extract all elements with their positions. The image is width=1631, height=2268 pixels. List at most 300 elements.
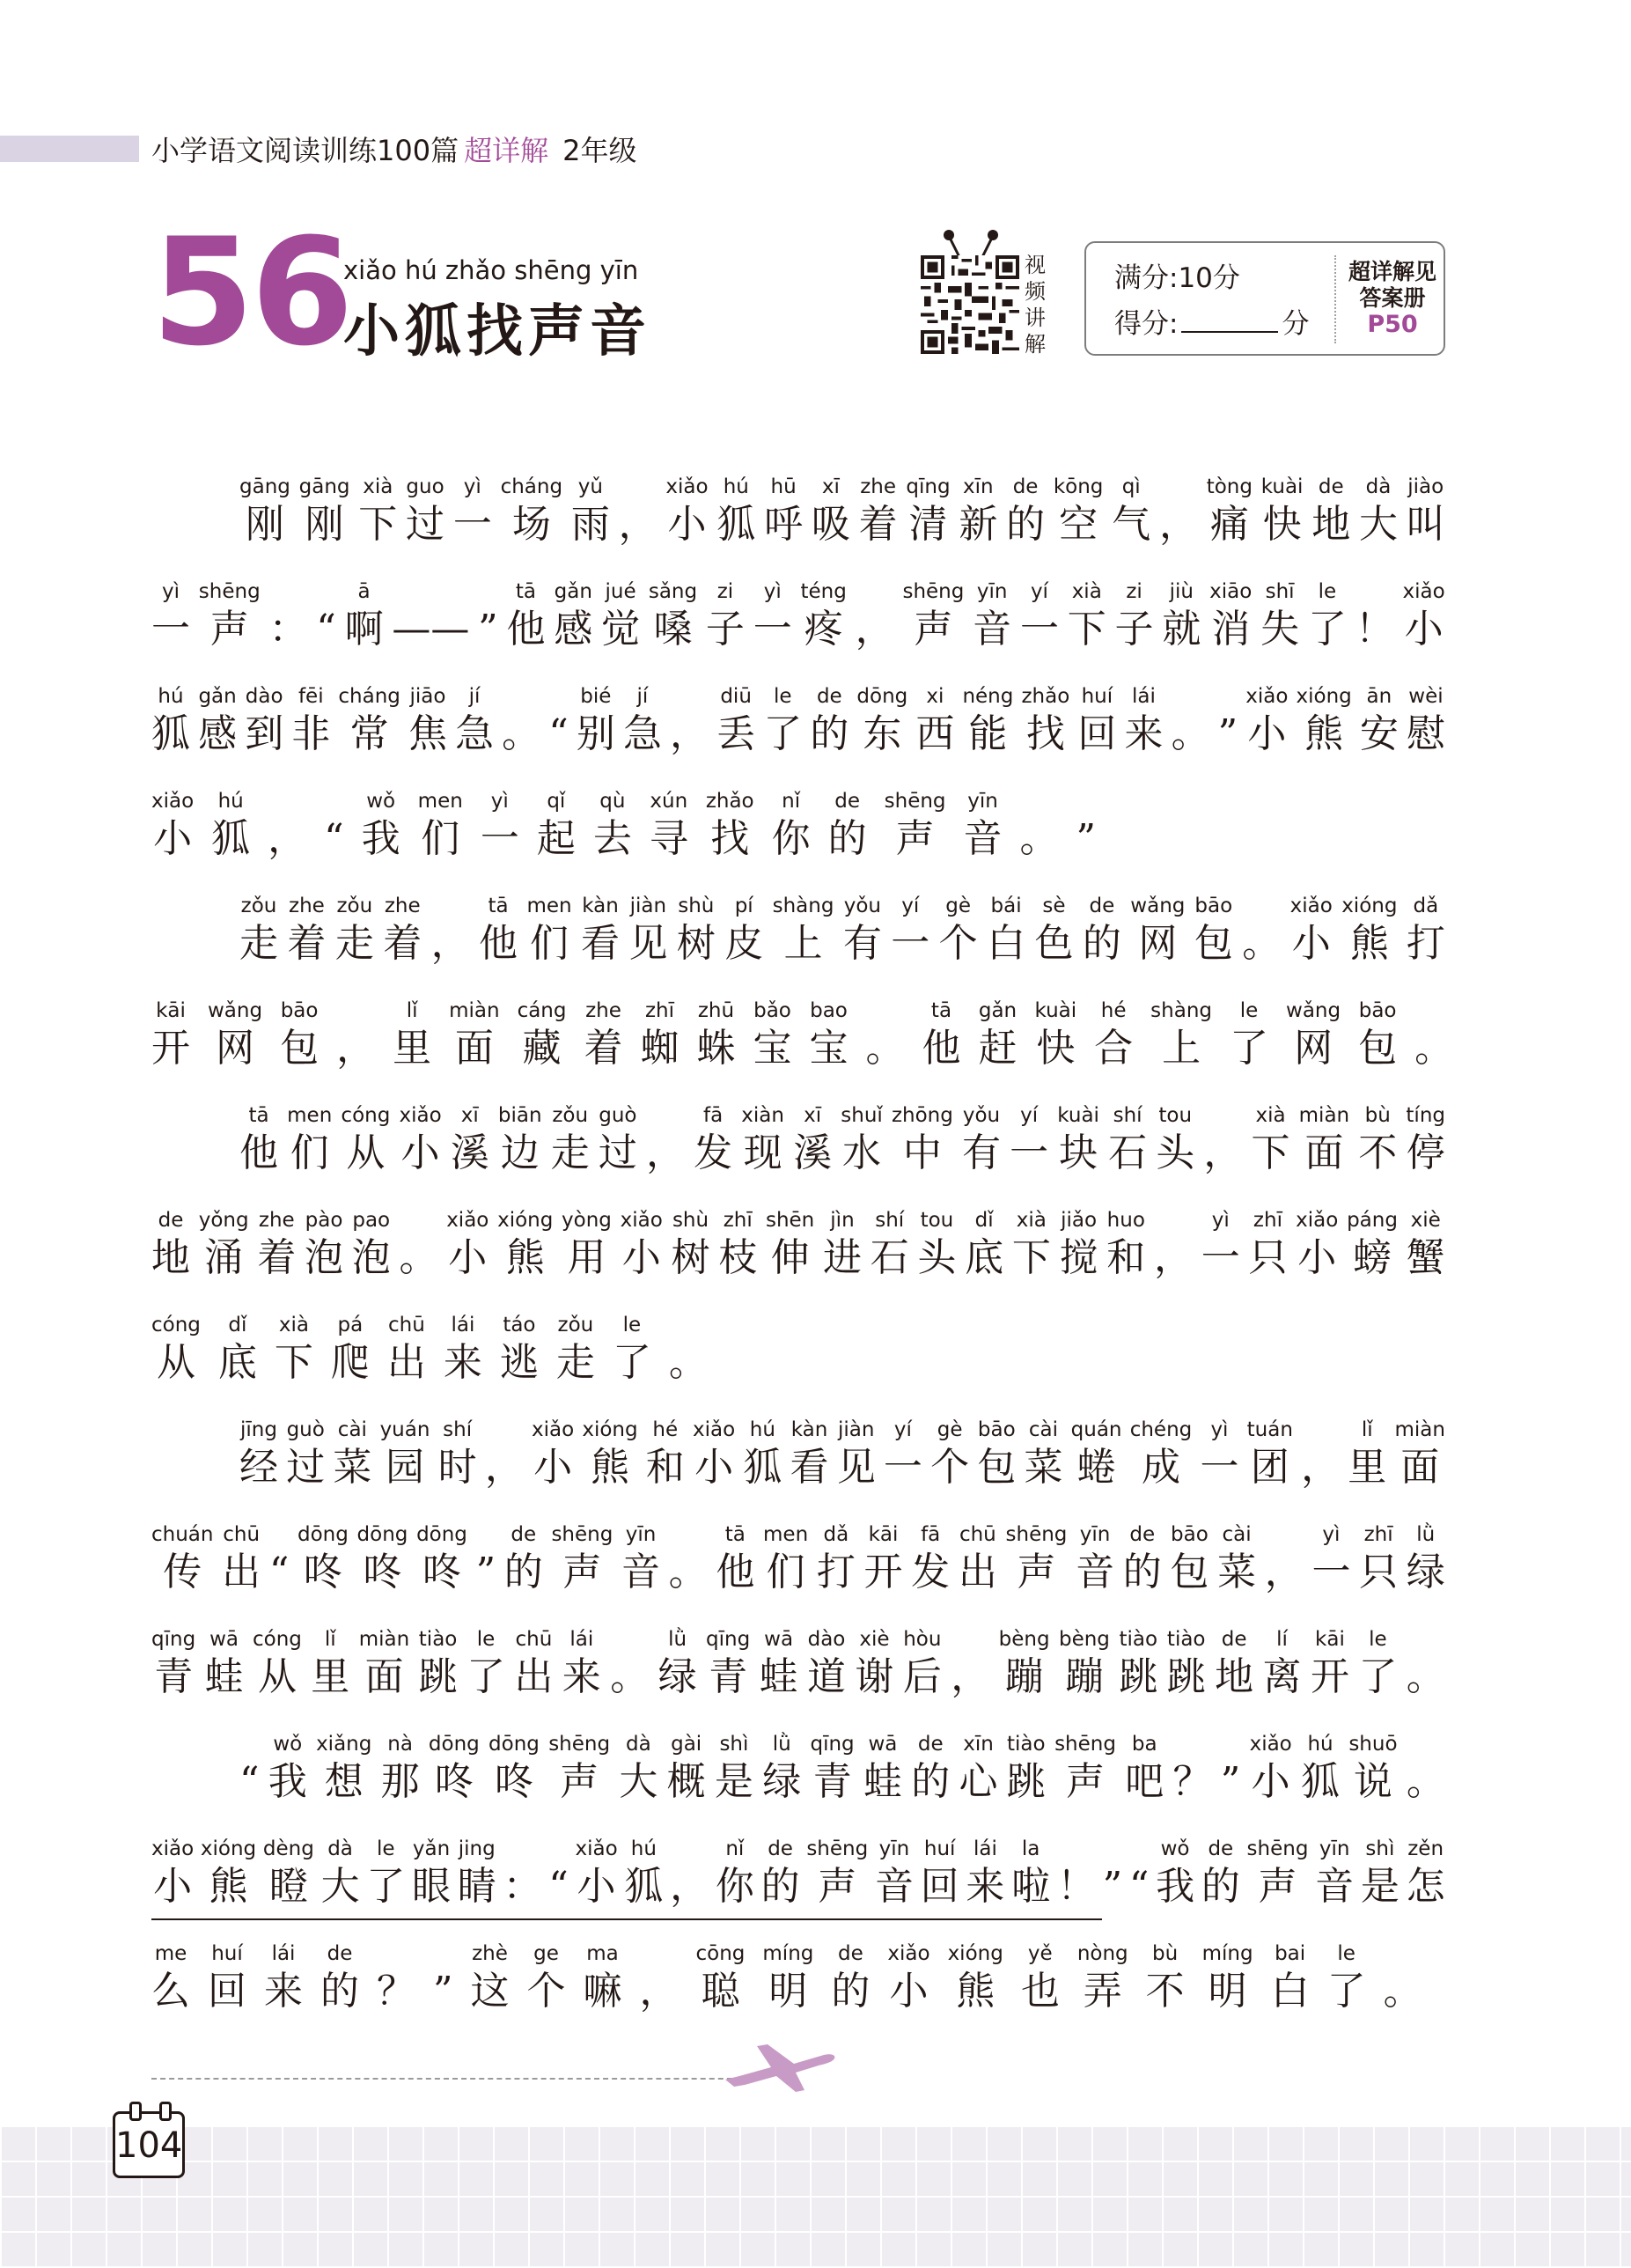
ruby-unit: [1406, 1102, 1445, 1207]
hanzi: 了: [1230, 1026, 1269, 1071]
ruby-unit: [412, 1836, 451, 1940]
hanzi: 。: [1414, 1026, 1454, 1071]
pinyin: zhe: [384, 895, 421, 917]
pinyin: biān: [497, 1104, 542, 1127]
ruby-unit: [1384, 1940, 1422, 2045]
hanzi: 绿: [762, 1759, 802, 1804]
pinyin: zhī: [723, 1209, 753, 1232]
hanzi: 里: [393, 1026, 432, 1071]
hanzi: 狐: [743, 1445, 782, 1490]
hanzi: 小: [400, 1130, 440, 1175]
ruby-unit: [331, 1312, 370, 1417]
hanzi: 想: [324, 1759, 364, 1804]
ruby-unit: [1299, 1102, 1349, 1207]
hanzi: ”: [475, 1550, 496, 1594]
pinyin: tā: [930, 999, 952, 1022]
hanzi: 。: [668, 1550, 708, 1594]
ruby-unit: [577, 683, 615, 788]
ruby-unit: [964, 788, 1003, 893]
ruby-unit: [571, 474, 610, 578]
hanzi: 小: [1291, 921, 1331, 966]
ruby-unit: [1057, 1102, 1099, 1207]
hanzi: 音: [874, 1864, 914, 1909]
pinyin: sè: [1042, 895, 1066, 917]
ruby-unit: [481, 788, 519, 893]
hanzi: 开: [1310, 1654, 1349, 1699]
ruby-unit: [902, 578, 964, 683]
hanzi: 他: [506, 607, 546, 652]
hanzi: ，: [639, 1969, 679, 2014]
pinyin: huo: [1106, 1209, 1145, 1232]
pinyin: xiǎo: [575, 1837, 618, 1860]
ruby-unit: [345, 578, 384, 683]
score-unit: 分: [1282, 308, 1310, 340]
hanzi: 那: [380, 1759, 420, 1804]
hanzi: 啊: [344, 607, 384, 652]
hanzi: 蛙: [204, 1654, 244, 1699]
ruby-unit: [291, 683, 330, 788]
hanzi: 音: [1076, 1550, 1115, 1594]
reading-passage: [151, 474, 1454, 2045]
hanzi: 。: [610, 1654, 650, 1699]
pinyin: jing: [458, 1837, 496, 1860]
hanzi: 声: [895, 816, 935, 861]
hanzi: 子: [705, 607, 745, 652]
pinyin: yí: [1030, 580, 1048, 603]
hanzi: ——: [392, 607, 470, 652]
ruby-unit: [793, 1102, 832, 1207]
ruby-unit: [387, 1312, 426, 1417]
pinyin: de: [327, 1942, 353, 1965]
ruby-unit: [446, 1207, 489, 1312]
pinyin: yí: [901, 895, 920, 917]
hanzi: 蹦: [1004, 1654, 1044, 1699]
ruby-unit: [761, 1836, 800, 1940]
pinyin: zhī: [1363, 1523, 1393, 1546]
pinyin: xī: [821, 475, 840, 498]
score-blank[interactable]: [1181, 308, 1278, 333]
ruby-unit: [640, 1940, 679, 2045]
hanzi: 面: [1304, 1130, 1344, 1175]
hanzi: 说: [1353, 1759, 1392, 1804]
pinyin: xióng: [497, 1209, 554, 1232]
pinyin: yīn: [976, 580, 1008, 603]
pinyin: xiǎo: [151, 1837, 195, 1860]
ruby-unit: [151, 1521, 213, 1626]
pinyin: jiàn: [837, 1418, 875, 1441]
passage-line: [151, 1521, 1445, 1626]
pinyin: zhe: [585, 999, 621, 1022]
hanzi: 下: [1067, 607, 1106, 652]
pinyin: zhe: [860, 475, 897, 498]
pinyin: yì: [463, 475, 481, 498]
ruby-unit: [1263, 1626, 1302, 1731]
pinyin: dǐ: [974, 1209, 994, 1232]
ruby-unit: [408, 683, 447, 788]
hanzi: 急: [455, 711, 495, 756]
hanzi: 菜: [333, 1445, 372, 1490]
pinyin: xióng: [947, 1942, 1003, 1965]
pinyin: xi: [926, 685, 944, 708]
pinyin: hòu: [903, 1628, 942, 1651]
ruby-unit: [724, 893, 763, 998]
ruby-unit: [1106, 1207, 1145, 1312]
hanzi: 走: [239, 921, 278, 966]
ruby-unit: [514, 1626, 553, 1731]
hanzi: 的: [320, 1969, 359, 2014]
ruby-unit: [762, 1940, 813, 2045]
ruby-unit: [498, 1102, 542, 1207]
pinyin: le: [476, 1628, 496, 1651]
hanzi: 。: [865, 1026, 905, 1071]
ruby-unit: [764, 474, 803, 578]
ruby-unit: [1290, 893, 1333, 998]
pinyin: wā: [868, 1733, 898, 1756]
pinyin: de: [1318, 475, 1344, 498]
ruby-unit: [476, 1521, 496, 1626]
hanzi: 来: [1124, 711, 1164, 756]
hanzi: 非: [291, 711, 331, 756]
hanzi: 到: [245, 711, 284, 756]
sentence-underline: [151, 1918, 1102, 1920]
ruby-unit: [669, 1312, 708, 1417]
pinyin: de: [1089, 895, 1115, 917]
hanzi: 头: [1156, 1130, 1195, 1175]
ruby-unit: [501, 474, 563, 578]
pinyin: shuō: [1348, 1733, 1398, 1756]
pinyin: wǎng: [208, 999, 263, 1022]
hanzi: 园: [386, 1445, 424, 1490]
pinyin: tiào: [1119, 1628, 1158, 1651]
pinyin: shù: [678, 895, 715, 917]
hanzi: 回: [1077, 711, 1117, 756]
pinyin: wǒ: [366, 790, 396, 813]
ruby-unit: [1215, 1626, 1253, 1731]
hanzi: 团: [1250, 1445, 1289, 1490]
pinyin: xiāo: [1209, 580, 1253, 603]
ruby-unit: [336, 998, 375, 1102]
hanzi: 中: [902, 1130, 942, 1175]
ruby-unit: [1247, 1417, 1293, 1521]
pinyin: lǜ: [668, 1628, 687, 1651]
passage-line: [151, 1417, 1445, 1521]
hanzi: 大: [619, 1759, 658, 1804]
ruby-unit: [658, 1626, 697, 1731]
qr-caption-char: 频: [1025, 279, 1046, 304]
passage-line: [151, 1312, 1445, 1417]
hanzi: 跳: [1166, 1654, 1206, 1699]
pinyin: zǒu: [557, 1314, 594, 1336]
pinyin: xióng: [1296, 685, 1352, 708]
ruby-unit: [790, 1417, 829, 1521]
hanzi: 痛: [1209, 502, 1249, 547]
hanzi: ：: [268, 607, 308, 652]
ruby-unit: [479, 893, 518, 998]
pinyin: de: [838, 1942, 863, 1965]
ruby-unit: [646, 1417, 685, 1521]
pinyin: shēng: [1054, 1733, 1116, 1756]
pinyin: yì: [1322, 1523, 1341, 1546]
hanzi: 清: [908, 502, 948, 547]
ruby-unit: [1242, 893, 1281, 998]
pinyin: lí: [1276, 1628, 1288, 1651]
hanzi: 着: [383, 921, 422, 966]
pinyin: kuài: [1034, 999, 1077, 1022]
hanzi: 地: [151, 1235, 190, 1280]
hanzi: 。: [1171, 711, 1210, 756]
pinyin: gǎn: [554, 580, 592, 603]
hanzi: 不: [1358, 1130, 1398, 1175]
hanzi: 嗓: [653, 607, 693, 652]
hanzi: 小: [621, 1235, 661, 1280]
ruby-unit: [1296, 1207, 1338, 1312]
ruby-unit: [489, 1731, 540, 1836]
ruby-unit: [562, 1626, 601, 1731]
ruby-unit: [1154, 1207, 1193, 1312]
pinyin: kàn: [582, 895, 619, 917]
ruby-unit: [1200, 1417, 1238, 1521]
ruby-unit: [393, 998, 431, 1102]
hanzi: 道: [807, 1654, 846, 1699]
ruby-unit: [1071, 1417, 1122, 1521]
ruby-unit: [1271, 1940, 1310, 2045]
hanzi: 刚: [245, 502, 284, 547]
hanzi: “: [324, 816, 344, 861]
ruby-unit: [532, 1417, 574, 1521]
ruby-unit: [892, 1102, 953, 1207]
hanzi: 底: [965, 1235, 1004, 1280]
pinyin: xiǎo: [1296, 1209, 1339, 1232]
pinyin: pá: [337, 1314, 364, 1336]
pinyin: shuǐ: [841, 1104, 883, 1127]
pinyin: qì: [1121, 475, 1141, 498]
ruby-unit: [453, 474, 492, 578]
pinyin: de: [1012, 475, 1039, 498]
hanzi: 狐: [211, 816, 251, 861]
pinyin: chuán: [151, 1523, 214, 1546]
ruby-unit: [1006, 474, 1045, 578]
pinyin: cài: [1222, 1523, 1252, 1546]
ruby-unit: [696, 998, 735, 1102]
pinyin: shēng: [551, 1523, 613, 1546]
grade-label: 2年级: [562, 134, 637, 167]
ruby-unit: [551, 1102, 590, 1207]
ruby-unit: [1060, 1207, 1098, 1312]
full-score-label: 满分:10分: [1114, 262, 1240, 294]
hanzi: 一: [753, 607, 792, 652]
ruby-unit: [1265, 1521, 1304, 1626]
ruby-unit: [1327, 1940, 1366, 2045]
qr-code-icon[interactable]: [921, 255, 1019, 354]
ruby-unit: [208, 1940, 246, 2045]
hanzi: 打: [1406, 921, 1445, 966]
pinyin: xī: [460, 1104, 479, 1127]
pinyin: hú: [749, 1418, 775, 1441]
pinyin: nòng: [1076, 1942, 1128, 1965]
hanzi: 了: [366, 1864, 406, 1909]
pinyin: tā: [488, 895, 509, 917]
pinyin: xiè: [859, 1628, 890, 1651]
ruby-unit: [1407, 1626, 1445, 1731]
pinyin: xiǎo: [1245, 685, 1289, 708]
hanzi: 赶: [978, 1026, 1018, 1071]
hanzi: 吧: [1125, 1759, 1164, 1804]
hanzi: ：: [503, 1864, 542, 1909]
hanzi: 呼: [764, 502, 804, 547]
hanzi: 小: [667, 502, 707, 547]
pinyin: shēng: [1005, 1523, 1068, 1546]
hanzi: “: [548, 711, 569, 756]
hanzi: 咚: [363, 1550, 402, 1594]
hanzi: 伸: [770, 1235, 810, 1280]
hanzi: 宝: [753, 1026, 792, 1071]
hanzi: 发: [694, 1130, 733, 1175]
passage-line: [151, 474, 1445, 578]
hanzi: 熊: [505, 1235, 545, 1280]
ruby-unit: [593, 788, 632, 893]
pinyin: quán: [1070, 1418, 1122, 1441]
pinyin: le: [377, 1837, 395, 1860]
ruby-unit: [268, 788, 306, 893]
got-score-label: 得分:: [1114, 308, 1179, 340]
hanzi: 狐: [716, 502, 756, 547]
hanzi: 枝: [718, 1235, 758, 1280]
pinyin: fā: [921, 1523, 941, 1546]
pinyin: lái: [569, 1628, 594, 1651]
hanzi: 爬: [330, 1340, 370, 1385]
ruby-unit: [471, 1940, 510, 2045]
hanzi: 去: [592, 816, 632, 861]
hanzi: 小: [577, 1864, 616, 1909]
pinyin: pao: [352, 1209, 391, 1232]
pinyin: xióng: [200, 1837, 257, 1860]
pinyin: huí: [1081, 685, 1113, 708]
ruby-unit: [438, 1417, 477, 1521]
ruby-unit: [485, 1417, 524, 1521]
hanzi: 是: [714, 1759, 753, 1804]
hanzi: 一: [452, 502, 492, 547]
ruby-unit: [1358, 1626, 1397, 1731]
hanzi: 他: [716, 1550, 755, 1594]
hanzi: 消: [1211, 607, 1251, 652]
pinyin: dǐ: [228, 1314, 247, 1336]
pinyin: tòng: [1206, 475, 1253, 498]
hanzi: 过: [286, 1445, 326, 1490]
hanzi: 瞪: [268, 1864, 308, 1909]
ruby-unit: [1010, 1102, 1048, 1207]
hanzi: 常: [349, 711, 389, 756]
pinyin: shēn: [765, 1209, 815, 1232]
book-tag: 超详解: [464, 134, 549, 167]
pinyin: zhī: [1253, 1209, 1282, 1232]
pinyin: xiè: [1410, 1209, 1441, 1232]
hanzi: ！: [1056, 1864, 1096, 1909]
hanzi: ，: [855, 607, 894, 652]
hanzi: 个: [938, 921, 978, 966]
pinyin: cáng: [517, 999, 567, 1022]
pinyin: zǒu: [552, 1104, 589, 1127]
pinyin: chū: [959, 1523, 996, 1546]
hanzi: 蜘: [640, 1026, 680, 1071]
hanzi: 们: [290, 1130, 329, 1175]
pinyin: cōng: [695, 1942, 746, 1965]
ruby-unit: [1361, 1836, 1400, 1940]
ruby-unit: [377, 1940, 415, 2045]
ruby-unit: [694, 1102, 732, 1207]
pinyin: de: [834, 790, 861, 813]
ruby-unit: [305, 1207, 343, 1312]
ruby-unit: [1355, 578, 1394, 683]
hanzi: ，: [430, 921, 470, 966]
pinyin: le: [1239, 999, 1259, 1022]
ruby-unit: [239, 1102, 278, 1207]
hanzi: 逃: [499, 1340, 539, 1385]
pinyin: zi: [716, 580, 734, 603]
ruby-unit: [287, 893, 326, 998]
pinyin: xīn: [963, 475, 994, 498]
pinyin: xióng: [1341, 895, 1398, 917]
hanzi: 他: [239, 1130, 278, 1175]
ruby-unit: [1076, 788, 1097, 893]
ruby-unit: [478, 578, 498, 683]
hanzi: 来: [966, 1864, 1005, 1909]
hanzi: 你: [715, 1864, 754, 1909]
ruby-unit: [556, 1312, 595, 1417]
hanzi: 网: [1138, 921, 1178, 966]
hanzi: 水: [842, 1130, 882, 1175]
hanzi: 一: [1019, 607, 1059, 652]
pinyin: cóng: [341, 1104, 391, 1127]
pinyin: néng: [962, 685, 1014, 708]
pinyin: yǒng: [198, 1209, 249, 1232]
hanzi: 只: [1248, 1235, 1288, 1280]
ruby-unit: [366, 1836, 405, 1940]
pinyin: cóng: [252, 1628, 302, 1651]
hanzi: 的: [1006, 502, 1046, 547]
pinyin: jīng: [240, 1418, 277, 1441]
pinyin: jí: [468, 685, 481, 708]
hanzi: 小: [694, 1445, 734, 1490]
ruby-unit: [280, 998, 319, 1102]
pinyin: men: [417, 790, 463, 813]
hanzi: 了: [763, 711, 803, 756]
ruby-unit: [1414, 998, 1453, 1102]
ruby-unit: [1108, 1102, 1147, 1207]
hanzi: ！: [1355, 607, 1394, 652]
pinyin: la: [1021, 1837, 1040, 1860]
hanzi: 找: [1025, 711, 1065, 756]
hanzi: 蛙: [863, 1759, 902, 1804]
ruby-unit: [743, 1417, 782, 1521]
hanzi: 看: [790, 1445, 829, 1490]
ruby-unit: [416, 1521, 467, 1626]
pinyin: kāi: [868, 1523, 899, 1546]
hanzi: 声: [560, 1759, 599, 1804]
hanzi: 上: [783, 921, 823, 966]
ruby-unit: [316, 578, 336, 683]
ruby-unit: [554, 578, 592, 683]
ruby-unit: [406, 474, 444, 578]
pinyin: tuán: [1246, 1418, 1293, 1441]
ruby-unit: [1252, 1102, 1290, 1207]
pinyin: bai: [1275, 1942, 1306, 1965]
hanzi: 小: [1247, 711, 1287, 756]
ruby-unit: [1286, 998, 1341, 1102]
ruby-unit: [199, 1207, 249, 1312]
pinyin: ba: [1131, 1733, 1157, 1756]
ruby-unit: [1218, 683, 1238, 788]
ruby-unit: [665, 474, 708, 578]
